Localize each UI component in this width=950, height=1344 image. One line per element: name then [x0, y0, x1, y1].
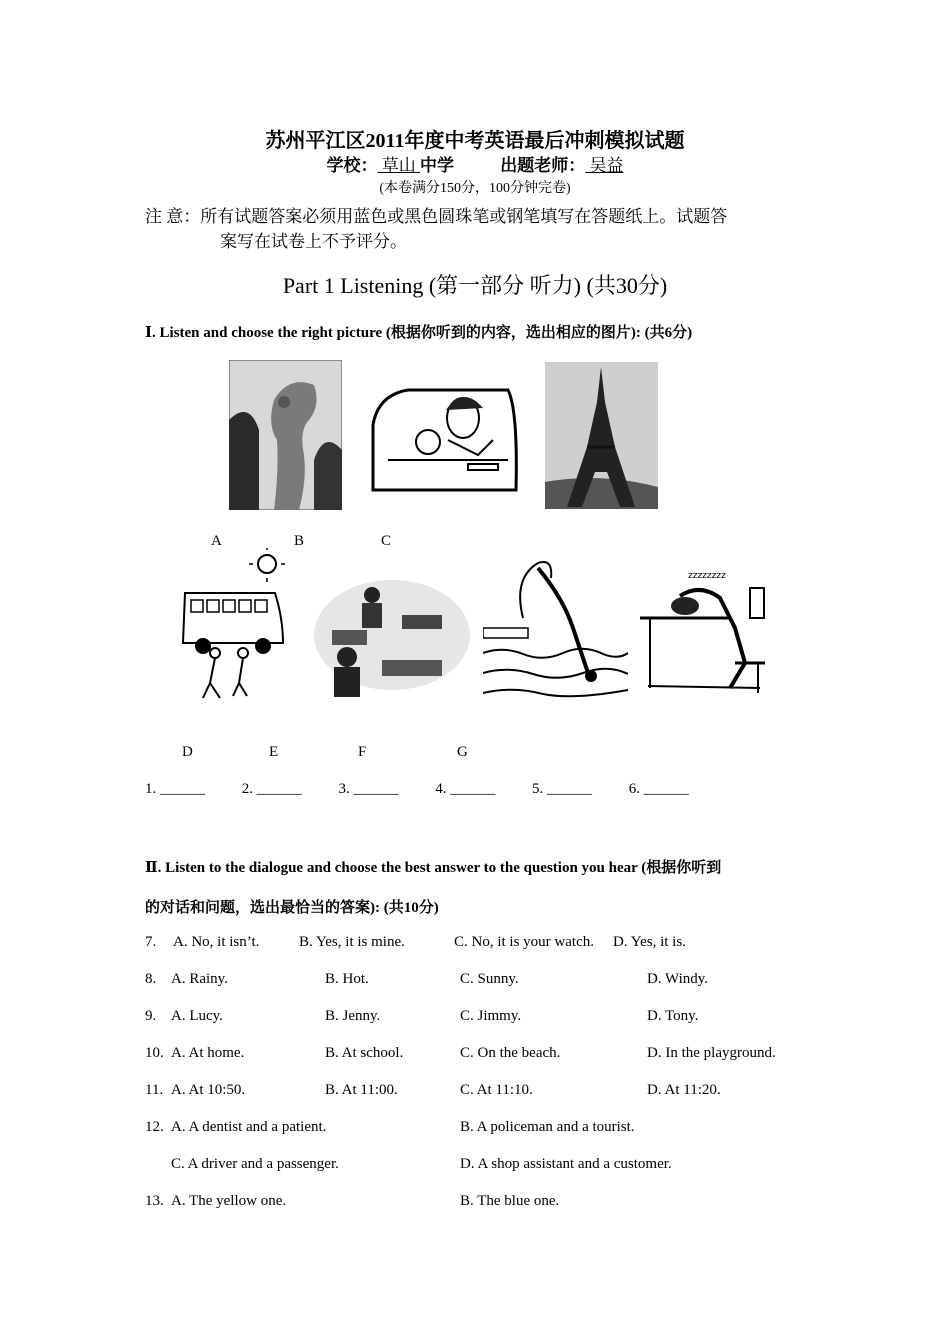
question-12-option-c: C. A driver and a passenger. — [171, 1156, 339, 1172]
question-7-option-a: A. No, it isn’t. — [173, 934, 260, 950]
exam-title: 苏州平江区2011年度中考英语最后冲刺模拟试题 — [265, 130, 685, 152]
question-7-option-b: B. Yes, it is mine. — [299, 934, 405, 950]
question-12-number: 12. — [145, 1119, 164, 1135]
driver-car-picture — [368, 380, 520, 498]
question-8-number: 8. — [145, 971, 157, 987]
question-11-option-d: D. At 11:20. — [647, 1082, 721, 1098]
svg-text:zzzzzzzz: zzzzzzzz — [688, 571, 726, 581]
question-12-option-d: D. A shop assistant and a customer. — [460, 1156, 672, 1172]
question-9-option-a: A. Lucy. — [171, 1008, 223, 1024]
question-12-option-a: A. A dentist and a patient. — [171, 1119, 327, 1135]
picture-label-a: A — [211, 533, 222, 549]
question-7-option-c: C. No, it is your watch. — [454, 934, 594, 950]
school-label: 学校： — [326, 156, 378, 175]
question-11-option-b: B. At 11:00. — [325, 1082, 398, 1098]
blank-5: 5. ______ — [532, 781, 592, 797]
question-12-option-b: B. A policeman and a tourist. — [460, 1119, 635, 1135]
teacher-name: 吴益 — [585, 156, 624, 175]
section1-heading: Ⅰ. Listen and choose the right picture (根据你听到的内容，选出相应的图片): (共6分) — [145, 325, 693, 341]
z-snore — [688, 571, 726, 581]
picture-label-f: F — [358, 744, 367, 760]
school-bus-picture — [175, 548, 290, 703]
blank-3: 3. ______ — [338, 781, 399, 797]
question-13-option-b: B. The blue one. — [460, 1193, 560, 1209]
notice-line-1: 注 意：所有试题答案必须用蓝色或黑色圆珠笔或钢笔填写在答题纸上。试题答 — [145, 207, 728, 226]
blank-4: 4. ______ — [435, 781, 496, 797]
sleeping-student-picture — [640, 568, 770, 698]
school-name: 草山 — [377, 156, 420, 175]
question-10-option-b: B. At school. — [325, 1045, 404, 1061]
question-8-option-d: D. Windy. — [647, 971, 709, 987]
question-8-option-b: B. Hot. — [325, 971, 369, 987]
picture-label-d: D — [182, 744, 193, 760]
blank-6: 6. ______ — [628, 781, 689, 797]
notice-line-2: 案写在试卷上不予评分。 — [220, 232, 407, 251]
tree-cutting-picture — [312, 575, 472, 700]
question-10-option-d: D. In the playground. — [647, 1045, 776, 1061]
school-suffix: 中学 — [420, 156, 454, 175]
question-9-option-b: B. Jenny. — [325, 1008, 381, 1024]
answer-blanks — [145, 781, 722, 798]
question-8-option-a: A. Rainy. — [171, 971, 228, 987]
question-11-option-c: C. At 11:10. — [460, 1082, 533, 1098]
question-9-option-d: D. Tony. — [647, 1008, 699, 1024]
picture-label-g: G — [457, 744, 468, 760]
question-11-number: 11. — [145, 1082, 164, 1098]
eiffel-tower-picture — [545, 362, 658, 509]
blank-1: 1. ______ — [145, 781, 205, 797]
question-13-option-a: A. The yellow one. — [171, 1193, 287, 1209]
merlion-picture — [229, 360, 342, 510]
question-13-number: 13. — [145, 1193, 164, 1209]
school-line — [0, 151, 950, 176]
question-10-option-c: C. On the beach. — [460, 1045, 561, 1061]
picture-label-c: C — [381, 533, 392, 549]
teacher-label: 出题老师： — [500, 156, 586, 175]
question-11-option-a: A. At 10:50. — [171, 1082, 246, 1098]
question-10-option-a: A. At home. — [171, 1045, 245, 1061]
question-8-option-c: C. Sunny. — [460, 971, 519, 987]
question-9-option-c: C. Jimmy. — [460, 1008, 522, 1024]
question-10-number: 10. — [145, 1045, 164, 1061]
diving-picture — [483, 558, 628, 700]
picture-label-b: B — [294, 533, 305, 549]
section2-heading-line1: Ⅱ. Listen to the dialogue and choose the best answer to the question you hear (根据你听到 — [145, 860, 722, 876]
section2-heading-line2: 的对话和问题，选出最恰当的答案): (共10分) — [145, 900, 439, 916]
question-7-option-d: D. Yes, it is. — [613, 934, 686, 950]
part1-title: Part 1 Listening (第一部分 听力) (共30分) — [282, 273, 668, 298]
question-7-number: 7. — [145, 934, 157, 950]
blank-2: 2. ______ — [241, 781, 302, 797]
picture-label-e: E — [269, 744, 279, 760]
score-note: (本卷满分150分，100分钟完卷) — [379, 181, 571, 196]
question-9-number: 9. — [145, 1008, 157, 1024]
